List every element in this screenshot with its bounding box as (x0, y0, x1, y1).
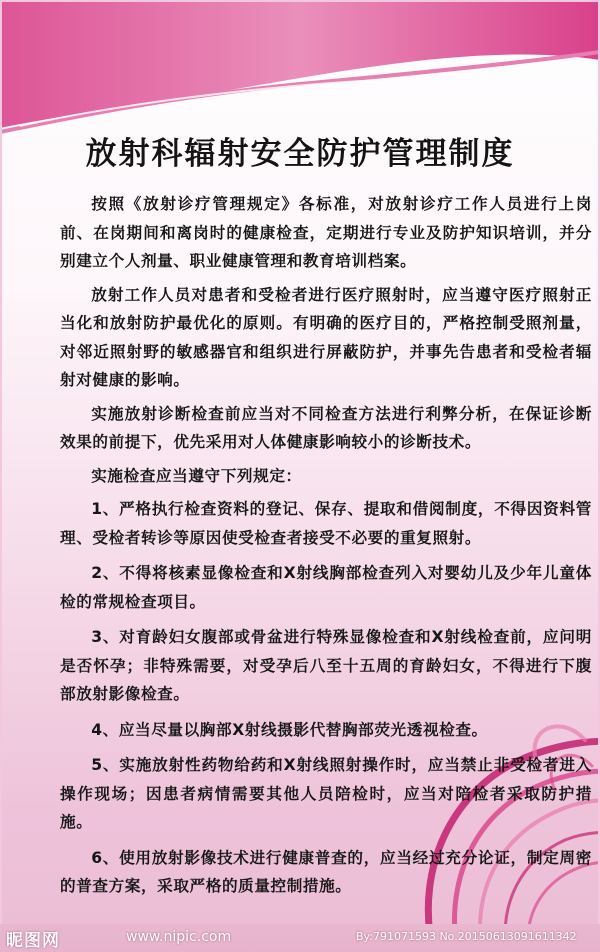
document-body (60, 190, 592, 908)
paragraph-diagnosis-analysis: 实施放射诊断检查前应当对不同检查方法进行利弊分析，在保证诊断效果的前提下，优先采用对人体健康影响较小的诊断技术。 (60, 404, 592, 451)
paragraph-rules-intro: 实施检查应当遵守下列规定： (91, 466, 302, 485)
watermark-bar (0, 924, 600, 952)
watermark-site: www.nipic.com (126, 929, 232, 945)
rule-item-5: 5、实施放射性药物给药和X射线照射操作时，应当禁止非受检者进入操作现场；因患者病情需要其他人员陪检时，应当对陪检者采取防护措施。 (60, 756, 592, 831)
paragraph-exposure-principles: 放射工作人员对患者和受检者进行医疗照射时，应当遵守医疗照射正当化和放射防护最优化的原则。有明确的医疗目的，严格控制受照剂量，对邻近照射野的敏感器官和组织进行屏蔽防护，并事先告患者和受检者辐射对健康的影响。 (60, 285, 592, 389)
header-banner (0, 0, 600, 140)
page-title: 放射科辐射安全防护管理制度 (85, 136, 515, 172)
rule-item-6: 6、使用放射影像技术进行健康普查的，应当经过充分论证，制定周密的普查方案，采取严格的质量控制措施。 (60, 848, 592, 895)
watermark-id: By:791071593 No.20150613091611342 (356, 930, 577, 943)
rule-item-4: 4、应当尽量以胸部X射线摄影代替胸部荧光透视检查。 (91, 720, 488, 739)
paragraph-training: 按照《放射诊疗管理规定》各标准，对放射诊疗工作人员进行上岗前、在岗期间和离岗时的健康检查，定期进行专业及防护知识培训，并分别建立个人剂量、职业健康管理和教育培训档案。 (60, 195, 592, 270)
watermark-logo: 昵图网 (6, 931, 60, 951)
rule-item-2: 2、不得将核素显像检查和X射线胸部检查列入对婴幼儿及少年儿童体检的常规检查项目。 (60, 564, 592, 611)
rule-item-1: 1、严格执行检查资料的登记、保存、提取和借阅制度，不得因资料管理、受检者转诊等原因使受检查者接受不必要的重复照射。 (60, 500, 592, 547)
rule-item-3: 3、对育龄妇女腹部或骨盆进行特殊显像检查和X射线检查前，应问明是否怀孕；非特殊需要，对受孕后八至十五周的育龄妇女，不得进行下腹部放射影像检查。 (60, 628, 592, 703)
